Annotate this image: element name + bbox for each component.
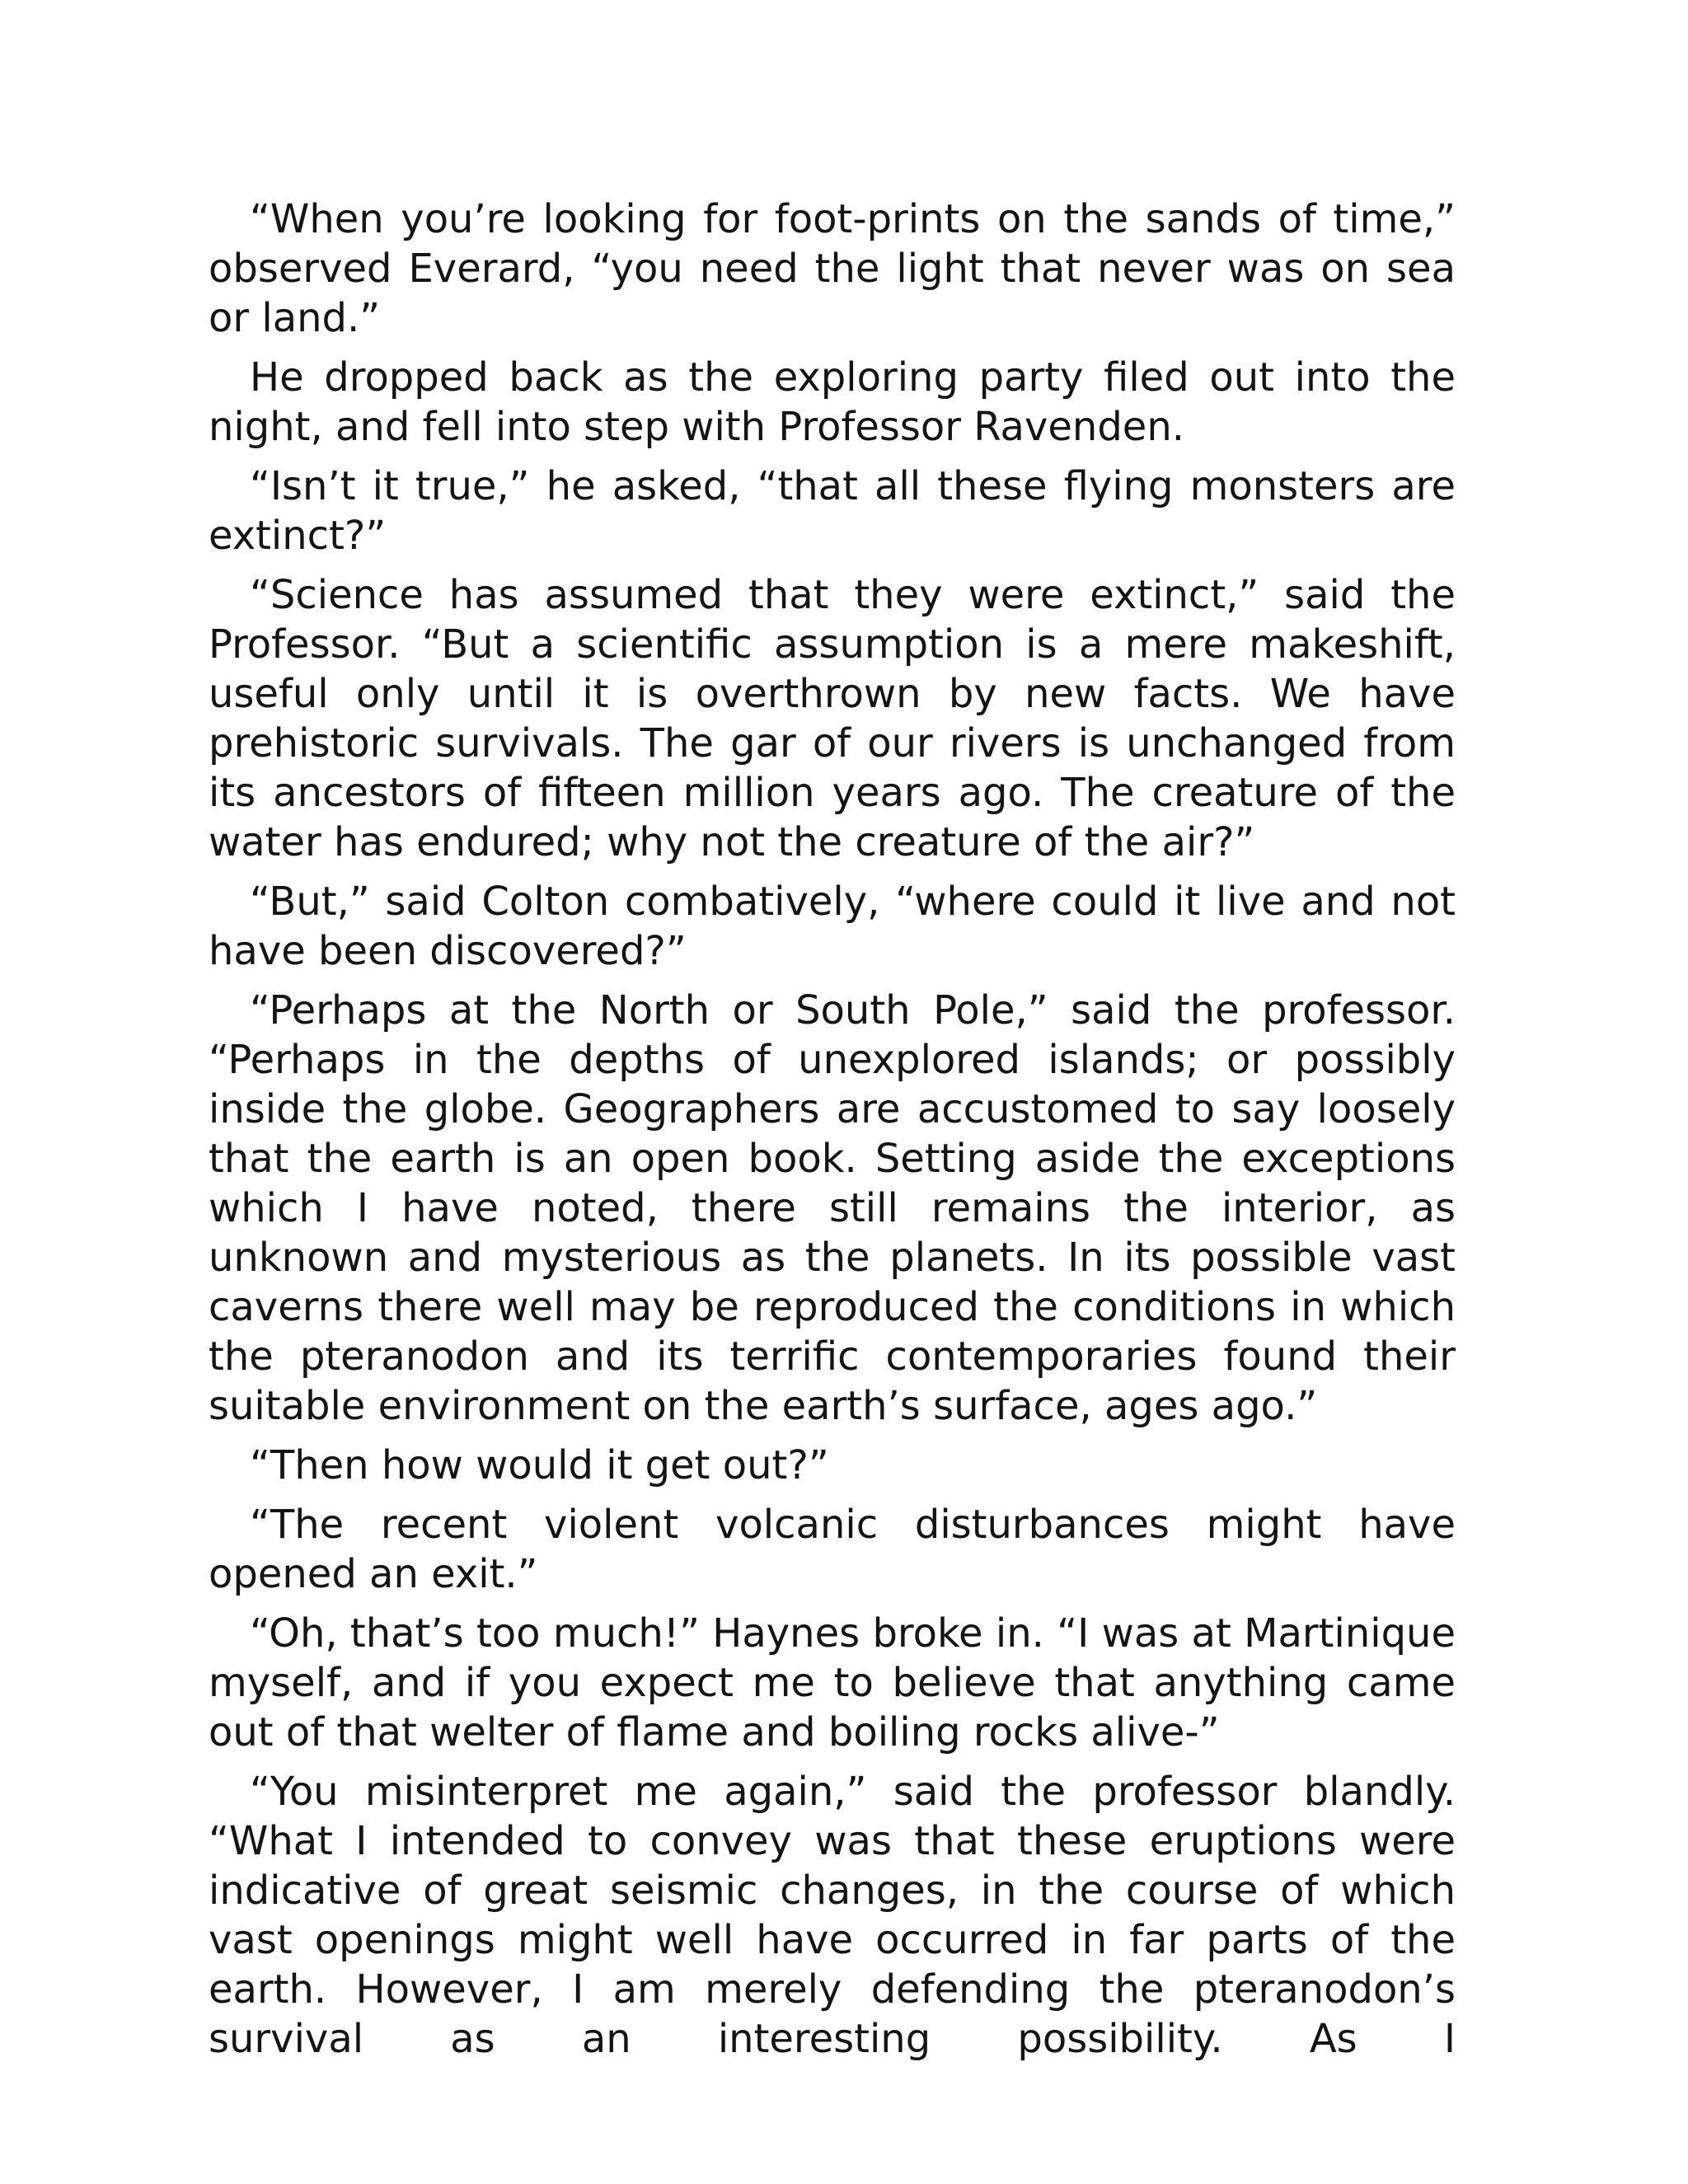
paragraph: “Then how would it get out?” (250, 1442, 829, 1488)
paragraph: “When you’re looking for foot-prints on the sands of time,” observed Everard, “you need the light that never was on sea or land.” (209, 196, 1456, 341)
paragraph: “But,” said Colton combatively, “where could it live and not have been discovered?” (209, 879, 1456, 974)
paragraph: “The recent violent volcanic disturbances might have opened an exit.” (209, 1502, 1456, 1597)
paragraph: He dropped back as the exploring party filed out into the night, and fell into step with Professor Ravenden. (209, 354, 1456, 450)
paragraph: “Isn’t it true,” he asked, “that all these flying monsters are extinct?” (209, 463, 1456, 559)
paragraph: “Oh, that’s too much!” Haynes broke in. “I was at Martinique myself, and if you expect me to believe that anything came out of that welter of flame and boiling rocks alive-” (209, 1610, 1456, 1755)
paragraph: “Science has assumed that they were extinct,” said the Professor. “But a scientific assumption is a mere makeshift, useful only until it is overthrown by new facts. We have prehistoric survivals. The gar of our rivers is unchanged from its ancestors of fifteen million years ago. The creature of the water has endured; why not the creature of the air?” (209, 572, 1456, 865)
paragraph: “Perhaps at the North or South Pole,” said the professor. “Perhaps in the depths of unexplored islands; or possibly inside the globe. Geographers are accustomed to say loosely that the earth is an open book. Setting aside the exceptions which I have noted, there still remains the interior, as unknown and mysterious as the planets. In its possible vast caverns there well may be reproduced the conditions in which the pteranodon and its terrific contemporaries found their suitable environment on the earth’s surface, ages ago.” (209, 987, 1456, 1429)
paragraph: “You misinterpret me again,” said the professor blandly. “What I intended to convey was that these eruptions were indicative of great seismic changes, in the course of which vast openings might well have occurred in far parts of the earth. However, I am merely defending the pteranodon’s survival as an interesting possibility. As I (209, 1769, 1456, 2062)
page-body (209, 194, 1456, 2064)
